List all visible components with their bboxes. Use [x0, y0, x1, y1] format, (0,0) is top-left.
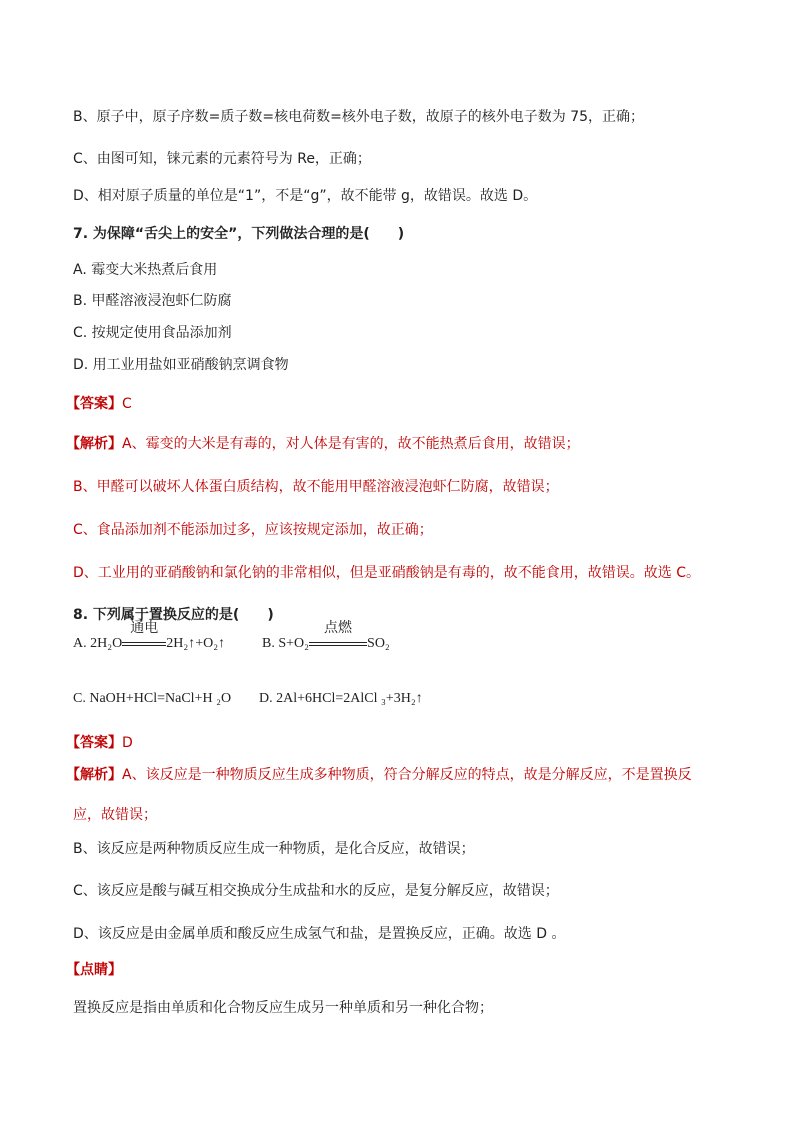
reaction-arrow — [122, 620, 166, 652]
answer-tag: 【答案】 — [66, 735, 122, 751]
analysis-text: A、霉变的大米是有毒的，对人体是有害的，故不能热煮后食用，故错误； — [122, 436, 580, 452]
option-label: B. — [262, 636, 275, 651]
equation-lhs: 2H₂O — [90, 636, 123, 651]
q7-option-c: C. 按规定使用食品添加剂 — [73, 325, 232, 341]
q7-stem: 7. 为保障“舌尖上的安全”，下列做法合理的是( ) — [73, 226, 405, 242]
q8-analysis-b: B、该反应是两种物质反应生成一种物质，是化合反应，故错误； — [73, 841, 475, 857]
q7-option-d: D. 用工业用盐如亚硝酸钠烹调食物 — [73, 357, 289, 373]
q8-option-b — [262, 620, 390, 652]
reaction-condition: 通电 — [130, 620, 159, 636]
q8-option-a — [73, 620, 226, 652]
dianjing-tag: 【点睛】 — [66, 962, 122, 978]
q7-option-b: B. 甲醛溶液浸泡虾仁防腐 — [73, 293, 232, 309]
q8-option-d: D. 2Al+6HCl=2AlCl ₃+3H₂↑ — [259, 691, 423, 706]
q7-analysis-c: C、食品添加剂不能添加过多，应该按规定添加，故正确； — [73, 522, 433, 538]
q8-stem: 8. 下列属于置换反应的是( ) — [73, 607, 274, 623]
q6-analysis-d: D、相对原子质量的单位是“1”，不是“g”，故不能带 g，故错误。故选 D。 — [73, 188, 538, 204]
equation-rhs: SO₂ — [367, 636, 390, 651]
q8-analysis-a-cont: 应，故错误； — [73, 807, 157, 823]
q8-analysis-c: C、该反应是酸与碱互相交换成分生成盐和水的反应，是复分解反应，故错误； — [73, 883, 559, 899]
equation-lhs: S+O₂ — [278, 636, 310, 651]
q8-analysis-d: D、该反应是由金属单质和酸反应生成氢气和盐，是置换反应，正确。故选 D 。 — [73, 926, 566, 942]
q6-analysis-c: C、由图可知，铼元素的元素符号为 Re，正确； — [73, 151, 371, 167]
q8-dianjing-heading — [66, 961, 122, 979]
analysis-tag: 【解析】 — [66, 767, 122, 783]
q8-option-c: C. NaOH+HCl=NaCl+H ₂O — [73, 691, 232, 706]
answer-value: C — [122, 396, 132, 412]
analysis-text: A、该反应是一种物质反应生成多种物质，符合分解反应的特点，故是分解反应，不是置换反 — [122, 767, 692, 783]
q7-answer — [66, 395, 132, 413]
q6-analysis-b: B、原子中，原子序数=质子数=核电荷数=核外电子数，故原子的核外电子数为 75，正确； — [73, 109, 645, 125]
q7-option-a: A. 霉变大米热煮后食用 — [73, 262, 218, 278]
analysis-tag: 【解析】 — [66, 436, 122, 452]
q8-dianjing-text: 置换反应是指由单质和化合物反应生成另一种单质和另一种化合物； — [73, 1000, 493, 1016]
option-label: A. — [73, 636, 87, 651]
reaction-condition: 点燃 — [324, 620, 353, 636]
answer-tag: 【答案】 — [66, 396, 122, 412]
equation-rhs: 2H₂↑+O₂↑ — [166, 636, 226, 651]
q8-analysis-a — [66, 766, 692, 784]
q7-analysis-d: D、工业用的亚硝酸钠和氯化钠的非常相似，但是亚硝酸钠是有毒的，故不能食用，故错误。故选 C。 — [73, 565, 701, 581]
answer-value: D — [122, 735, 133, 751]
q8-answer — [66, 734, 133, 752]
q7-analysis-a — [66, 435, 580, 453]
q7-analysis-b: B、甲醛可以破坏人体蛋白质结构，故不能用甲醛溶液浸泡虾仁防腐，故错误； — [73, 479, 559, 495]
reaction-arrow — [309, 620, 367, 652]
